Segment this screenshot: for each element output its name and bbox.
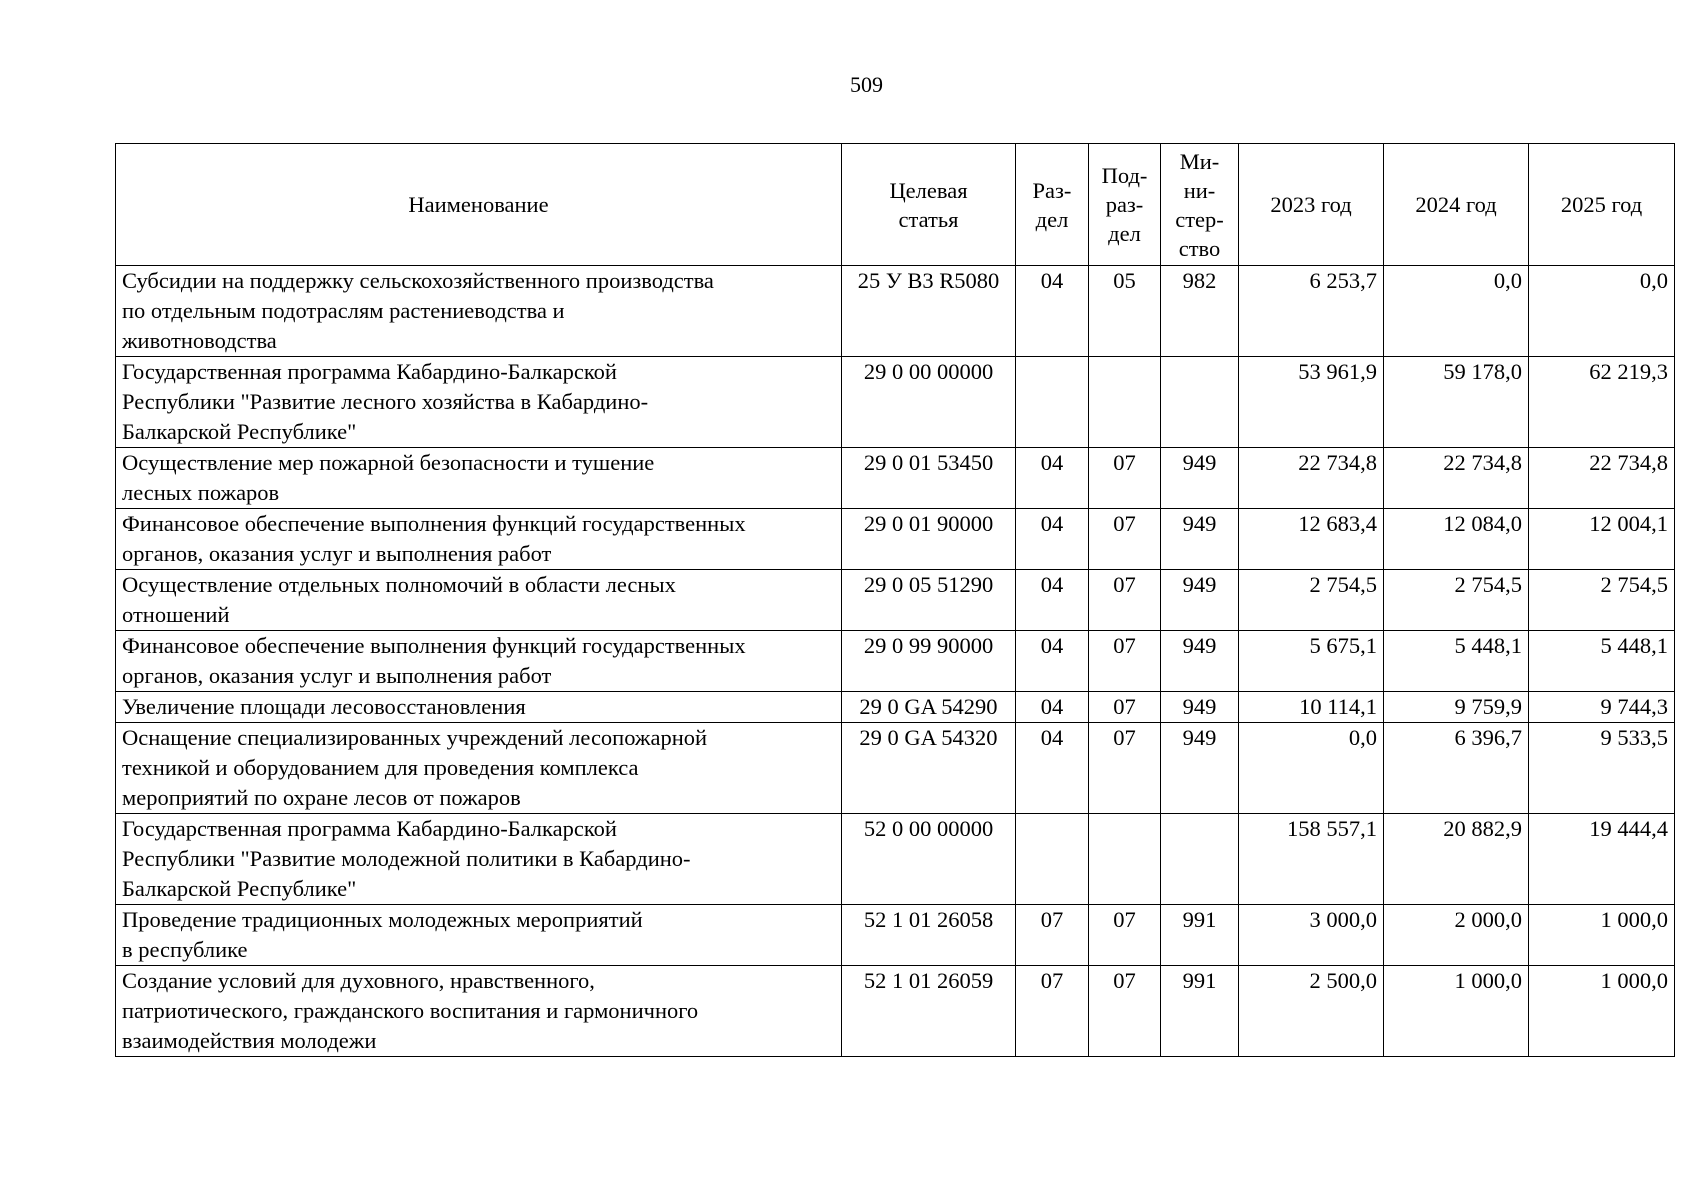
- table-row: [116, 692, 1675, 723]
- row-subsection: 07: [1089, 509, 1161, 570]
- row-code: 29 0 99 90000: [842, 631, 1016, 692]
- row-2023: 2 754,5: [1239, 570, 1384, 631]
- row-subsection: 07: [1089, 631, 1161, 692]
- row-code: 29 0 01 90000: [842, 509, 1016, 570]
- row-2025: 2 754,5: [1529, 570, 1675, 631]
- row-2024: 2 754,5: [1384, 570, 1529, 631]
- row-ministry: 949: [1161, 509, 1239, 570]
- row-name: Создание условий для духовного, нравственного, патриотического, гражданского воспитания и гармоничного взаимодействия молодежи: [116, 966, 842, 1057]
- row-name: Субсидии на поддержку сельскохозяйственного производства по отдельным подотраслям растениеводства и животноводства: [116, 266, 842, 357]
- row-name: Осуществление отдельных полномочий в области лесных отношений: [116, 570, 842, 631]
- page-number: 509: [850, 72, 883, 97]
- row-section: 04: [1016, 570, 1089, 631]
- row-name: Проведение традиционных молодежных мероприятий в республике: [116, 905, 842, 966]
- row-2025: 5 448,1: [1529, 631, 1675, 692]
- row-code: 52 0 00 00000: [842, 814, 1016, 905]
- row-2025: 22 734,8: [1529, 448, 1675, 509]
- row-2024: 59 178,0: [1384, 357, 1529, 448]
- row-code: 52 1 01 26059: [842, 966, 1016, 1057]
- row-2024: 12 084,0: [1384, 509, 1529, 570]
- row-name: Финансовое обеспечение выполнения функций государственных органов, оказания услуг и выполнения работ: [116, 631, 842, 692]
- row-ministry: 991: [1161, 905, 1239, 966]
- table-row: [116, 723, 1675, 814]
- row-subsection: 05: [1089, 266, 1161, 357]
- row-subsection: 07: [1089, 448, 1161, 509]
- row-2023: 158 557,1: [1239, 814, 1384, 905]
- row-subsection: 07: [1089, 966, 1161, 1057]
- row-name: Государственная программа Кабардино-Балкарской Республики "Развитие лесного хозяйства в Кабардино- Балкарской Республике": [116, 357, 842, 448]
- table-row: [116, 570, 1675, 631]
- row-2025: 9 744,3: [1529, 692, 1675, 723]
- row-section: 07: [1016, 905, 1089, 966]
- row-subsection: 07: [1089, 692, 1161, 723]
- row-2024: 20 882,9: [1384, 814, 1529, 905]
- row-2025: 62 219,3: [1529, 357, 1675, 448]
- table-row: [116, 509, 1675, 570]
- row-name: Осуществление мер пожарной безопасности и тушение лесных пожаров: [116, 448, 842, 509]
- row-2024: 2 000,0: [1384, 905, 1529, 966]
- row-ministry: 949: [1161, 570, 1239, 631]
- row-2025: 1 000,0: [1529, 966, 1675, 1057]
- header-subsection: Под- раз- дел: [1089, 144, 1161, 266]
- budget-table: [115, 143, 1675, 1057]
- row-subsection: [1089, 814, 1161, 905]
- row-section: 04: [1016, 266, 1089, 357]
- header-2024: 2024 год: [1384, 144, 1529, 266]
- row-section: 07: [1016, 966, 1089, 1057]
- row-2023: 0,0: [1239, 723, 1384, 814]
- header-row: [116, 144, 1675, 266]
- row-2023: 2 500,0: [1239, 966, 1384, 1057]
- header-2025: 2025 год: [1529, 144, 1675, 266]
- row-code: 25 У В3 R5080: [842, 266, 1016, 357]
- row-subsection: 07: [1089, 905, 1161, 966]
- row-code: 29 0 00 00000: [842, 357, 1016, 448]
- table-row: [116, 814, 1675, 905]
- row-subsection: 07: [1089, 570, 1161, 631]
- header-name: Наименование: [116, 144, 842, 266]
- table-row: [116, 357, 1675, 448]
- row-2023: 22 734,8: [1239, 448, 1384, 509]
- row-2023: 10 114,1: [1239, 692, 1384, 723]
- table-row: [116, 966, 1675, 1057]
- row-2023: 3 000,0: [1239, 905, 1384, 966]
- row-name: Государственная программа Кабардино-Балкарской Республики "Развитие молодежной политики в Кабардино- Балкарской Республике": [116, 814, 842, 905]
- row-2023: 53 961,9: [1239, 357, 1384, 448]
- row-2023: 5 675,1: [1239, 631, 1384, 692]
- row-2025: 0,0: [1529, 266, 1675, 357]
- row-2023: 12 683,4: [1239, 509, 1384, 570]
- row-2024: 0,0: [1384, 266, 1529, 357]
- row-section: 04: [1016, 692, 1089, 723]
- row-2024: 1 000,0: [1384, 966, 1529, 1057]
- row-code: 29 0 05 51290: [842, 570, 1016, 631]
- row-2025: 19 444,4: [1529, 814, 1675, 905]
- row-ministry: 949: [1161, 631, 1239, 692]
- row-section: 04: [1016, 723, 1089, 814]
- header-code: Целевая статья: [842, 144, 1016, 266]
- row-name: Увеличение площади лесовосстановления: [116, 692, 842, 723]
- table-row: [116, 905, 1675, 966]
- row-2024: 22 734,8: [1384, 448, 1529, 509]
- row-ministry: 949: [1161, 448, 1239, 509]
- row-ministry: 949: [1161, 723, 1239, 814]
- row-section: 04: [1016, 509, 1089, 570]
- header-2023: 2023 год: [1239, 144, 1384, 266]
- row-ministry: 982: [1161, 266, 1239, 357]
- row-ministry: 991: [1161, 966, 1239, 1057]
- row-subsection: [1089, 357, 1161, 448]
- row-subsection: 07: [1089, 723, 1161, 814]
- row-section: 04: [1016, 448, 1089, 509]
- row-section: 04: [1016, 631, 1089, 692]
- table-row: [116, 631, 1675, 692]
- header-ministry: Ми- ни- стер- ство: [1161, 144, 1239, 266]
- row-section: [1016, 814, 1089, 905]
- row-name: Финансовое обеспечение выполнения функций государственных органов, оказания услуг и выполнения работ: [116, 509, 842, 570]
- row-2025: 12 004,1: [1529, 509, 1675, 570]
- row-2023: 6 253,7: [1239, 266, 1384, 357]
- table-row: [116, 448, 1675, 509]
- row-section: [1016, 357, 1089, 448]
- row-code: 29 0 01 53450: [842, 448, 1016, 509]
- table-row: [116, 266, 1675, 357]
- row-ministry: [1161, 814, 1239, 905]
- row-2025: 1 000,0: [1529, 905, 1675, 966]
- row-2024: 9 759,9: [1384, 692, 1529, 723]
- row-2024: 5 448,1: [1384, 631, 1529, 692]
- header-section: Раз- дел: [1016, 144, 1089, 266]
- row-code: 29 0 GA 54290: [842, 692, 1016, 723]
- row-ministry: [1161, 357, 1239, 448]
- row-2024: 6 396,7: [1384, 723, 1529, 814]
- row-code: 29 0 GA 54320: [842, 723, 1016, 814]
- row-2025: 9 533,5: [1529, 723, 1675, 814]
- row-name: Оснащение специализированных учреждений лесопожарной техникой и оборудованием для проведения комплекса мероприятий по охране лесов от пожаров: [116, 723, 842, 814]
- row-ministry: 949: [1161, 692, 1239, 723]
- row-code: 52 1 01 26058: [842, 905, 1016, 966]
